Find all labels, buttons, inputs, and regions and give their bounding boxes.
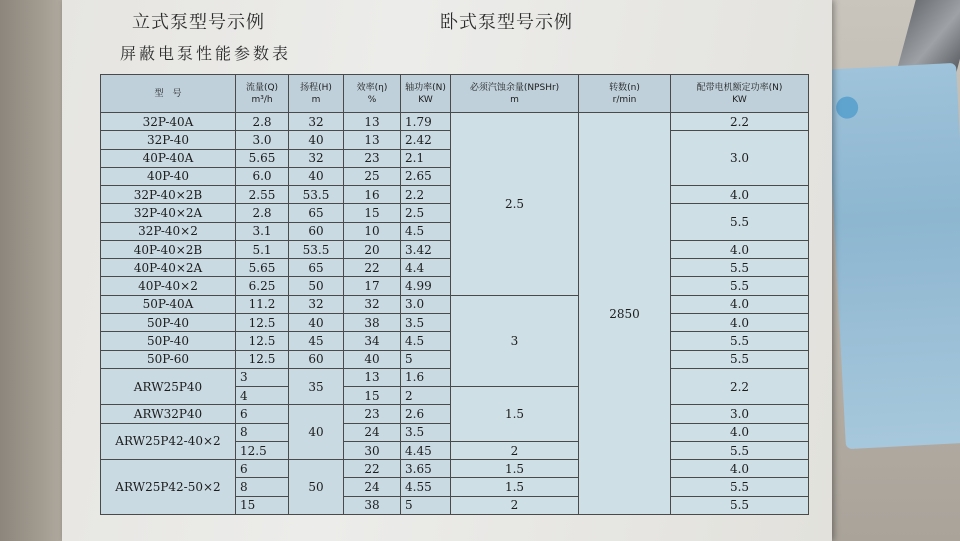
header-head	[288, 74, 344, 113]
header-flow-line-1: m³/h	[251, 94, 273, 105]
header-efficiency-line-0: 效率(η)	[356, 82, 388, 93]
header-speed-line-0: 转数(n)	[609, 82, 640, 93]
cell-motor-power: 5.5	[670, 477, 809, 496]
header-model-line-0: 型 号	[154, 88, 182, 99]
cell-head-merged: 35	[288, 368, 344, 406]
cell-head: 60	[288, 350, 344, 369]
cell-motor-power: 5.5	[670, 258, 809, 277]
cell-flow: 5.1	[235, 240, 289, 259]
face-mask-object	[826, 63, 960, 449]
cell-efficiency: 16	[343, 185, 401, 204]
cell-head: 60	[288, 222, 344, 241]
header-motor-power	[670, 74, 809, 113]
cell-model: 40P-40A	[100, 149, 236, 168]
cell-model-merged: ARW25P42-50×2	[100, 459, 236, 515]
header-efficiency-line-1: %	[367, 94, 377, 105]
vertical-pump-title: 立式泵型号示例	[132, 12, 265, 33]
header-npshr	[450, 74, 579, 113]
cell-flow: 4	[235, 386, 289, 405]
cell-shaft-power: 3.5	[400, 313, 451, 332]
header-head-line-0: 扬程(H)	[300, 82, 332, 93]
cell-motor-power: 4.0	[670, 185, 809, 204]
cell-flow: 3.1	[235, 222, 289, 241]
cell-model: 32P-40×2B	[100, 185, 236, 204]
header-flow	[235, 74, 289, 113]
cell-shaft-power: 4.4	[400, 258, 451, 277]
cell-flow: 12.5	[235, 441, 289, 460]
cell-efficiency: 25	[343, 167, 401, 186]
header-motor-power-line-0: 配带电机额定功率(N)	[696, 82, 783, 93]
cell-motor-power: 5.5	[670, 331, 809, 350]
cell-shaft-power: 5	[400, 350, 451, 369]
cell-flow: 6.25	[235, 276, 289, 295]
cell-flow: 2.8	[235, 112, 289, 131]
cell-flow: 8	[235, 423, 289, 442]
cell-motor-power: 3.0	[670, 404, 809, 423]
cell-motor-power: 4.0	[670, 459, 809, 478]
cell-flow: 3	[235, 368, 289, 387]
cell-flow: 12.5	[235, 331, 289, 350]
cell-shaft-power: 2.5	[400, 203, 451, 222]
cell-motor-power: 4.0	[670, 240, 809, 259]
cell-head-merged: 40	[288, 404, 344, 460]
cell-shaft-power: 4.45	[400, 441, 451, 460]
cell-model: 40P-40×2A	[100, 258, 236, 277]
cell-model: 50P-40	[100, 331, 236, 350]
header-flow-line-0: 流量(Q)	[245, 82, 279, 93]
cell-head: 45	[288, 331, 344, 350]
cell-shaft-power: 4.99	[400, 276, 451, 295]
cell-flow: 6.0	[235, 167, 289, 186]
cell-shaft-power: 3.0	[400, 295, 451, 314]
horizontal-pump-title: 卧式泵型号示例	[440, 12, 573, 33]
cell-shaft-power: 2.6	[400, 404, 451, 423]
cell-efficiency: 38	[343, 496, 401, 515]
cell-efficiency: 13	[343, 130, 401, 149]
cell-efficiency: 40	[343, 350, 401, 369]
cell-motor-power: 2.2	[670, 112, 809, 131]
cell-flow: 6	[235, 459, 289, 478]
cell-efficiency: 15	[343, 203, 401, 222]
cell-model: 50P-60	[100, 350, 236, 369]
cell-shaft-power: 1.79	[400, 112, 451, 131]
cell-shaft-power: 2.1	[400, 149, 451, 168]
cell-head: 65	[288, 258, 344, 277]
cell-shaft-power: 3.5	[400, 423, 451, 442]
cell-shaft-power: 4.55	[400, 477, 451, 496]
cell-head: 40	[288, 313, 344, 332]
cell-motor-power: 3.0	[670, 130, 809, 186]
header-npshr-line-0: 必须汽蚀余量(NPSHr)	[469, 82, 560, 93]
cell-flow: 2.55	[235, 185, 289, 204]
cell-head: 32	[288, 149, 344, 168]
cell-shaft-power: 2.65	[400, 167, 451, 186]
cell-head: 53.5	[288, 240, 344, 259]
cell-efficiency: 13	[343, 368, 401, 387]
cell-motor-power: 5.5	[670, 441, 809, 460]
cell-efficiency: 23	[343, 149, 401, 168]
header-head-line-1: m	[311, 94, 321, 105]
cell-motor-power: 5.5	[670, 203, 809, 241]
cell-shaft-power: 2	[400, 386, 451, 405]
cell-efficiency: 24	[343, 423, 401, 442]
cell-motor-power: 5.5	[670, 496, 809, 515]
cell-model: 32P-40×2	[100, 222, 236, 241]
cell-npshr-merged: 1.5	[450, 386, 579, 442]
cell-npshr-merged: 2.5	[450, 112, 579, 296]
cell-head: 65	[288, 203, 344, 222]
cell-head: 32	[288, 295, 344, 314]
cell-head: 50	[288, 276, 344, 295]
table-title: 屏蔽电泵性能参数表	[120, 44, 292, 63]
header-shaft-power-line-0: 轴功率(N)	[405, 82, 446, 93]
cell-efficiency: 15	[343, 386, 401, 405]
cell-model-merged: ARW25P40	[100, 368, 236, 406]
cell-flow: 5.65	[235, 149, 289, 168]
header-speed	[578, 74, 671, 113]
cell-head: 32	[288, 112, 344, 131]
cell-head-merged: 50	[288, 459, 344, 515]
cell-npshr: 2	[450, 441, 579, 460]
cell-shaft-power: 1.6	[400, 368, 451, 387]
cell-head: 53.5	[288, 185, 344, 204]
cell-shaft-power: 2.2	[400, 185, 451, 204]
cell-shaft-power: 2.42	[400, 130, 451, 149]
cell-shaft-power: 4.5	[400, 331, 451, 350]
cell-model: 40P-40	[100, 167, 236, 186]
cell-flow: 12.5	[235, 350, 289, 369]
cell-motor-power: 4.0	[670, 423, 809, 442]
cell-motor-power: 5.5	[670, 350, 809, 369]
cell-speed-merged: 2850	[578, 112, 671, 515]
header-efficiency	[343, 74, 401, 113]
header-shaft-power-line-1: KW	[418, 94, 433, 105]
cell-flow: 6	[235, 404, 289, 423]
cell-model-merged: ARW25P42-40×2	[100, 423, 236, 461]
cell-npshr: 2	[450, 496, 579, 515]
cell-model: 32P-40A	[100, 112, 236, 131]
cell-efficiency: 30	[343, 441, 401, 460]
cell-efficiency: 13	[343, 112, 401, 131]
cell-efficiency: 38	[343, 313, 401, 332]
cell-flow: 8	[235, 477, 289, 496]
cell-model: 50P-40A	[100, 295, 236, 314]
header-npshr-line-1: m	[510, 94, 519, 105]
header-shaft-power	[400, 74, 451, 113]
header-motor-power-line-1: KW	[732, 94, 747, 105]
cell-flow: 3.0	[235, 130, 289, 149]
cell-model: 40P-40×2B	[100, 240, 236, 259]
cell-flow: 12.5	[235, 313, 289, 332]
cell-efficiency: 17	[343, 276, 401, 295]
cell-head: 40	[288, 167, 344, 186]
cell-efficiency: 22	[343, 459, 401, 478]
cell-model: 40P-40×2	[100, 276, 236, 295]
cell-npshr: 1.5	[450, 459, 579, 478]
cell-flow: 15	[235, 496, 289, 515]
cell-efficiency: 24	[343, 477, 401, 496]
cell-model: 50P-40	[100, 313, 236, 332]
cell-efficiency: 22	[343, 258, 401, 277]
header-speed-line-1: r/min	[612, 94, 637, 105]
cell-flow: 11.2	[235, 295, 289, 314]
cell-flow: 2.8	[235, 203, 289, 222]
cell-motor-power: 2.2	[670, 368, 809, 406]
cell-head: 40	[288, 130, 344, 149]
cell-model: 32P-40	[100, 130, 236, 149]
cell-model: 32P-40×2A	[100, 203, 236, 222]
cell-model: ARW32P40	[100, 404, 236, 423]
cell-motor-power: 4.0	[670, 295, 809, 314]
cell-shaft-power: 3.65	[400, 459, 451, 478]
cell-efficiency: 23	[343, 404, 401, 423]
cell-shaft-power: 4.5	[400, 222, 451, 241]
cell-flow: 5.65	[235, 258, 289, 277]
desk-surface-left	[0, 0, 70, 541]
cell-npshr: 1.5	[450, 477, 579, 496]
cell-motor-power: 4.0	[670, 313, 809, 332]
performance-table	[100, 74, 808, 514]
cell-motor-power: 5.5	[670, 276, 809, 295]
cell-npshr-merged: 3	[450, 295, 579, 387]
cell-shaft-power: 5	[400, 496, 451, 515]
cell-efficiency: 32	[343, 295, 401, 314]
cell-efficiency: 34	[343, 331, 401, 350]
cell-shaft-power: 3.42	[400, 240, 451, 259]
header-model	[100, 74, 236, 113]
cell-efficiency: 20	[343, 240, 401, 259]
cell-efficiency: 10	[343, 222, 401, 241]
